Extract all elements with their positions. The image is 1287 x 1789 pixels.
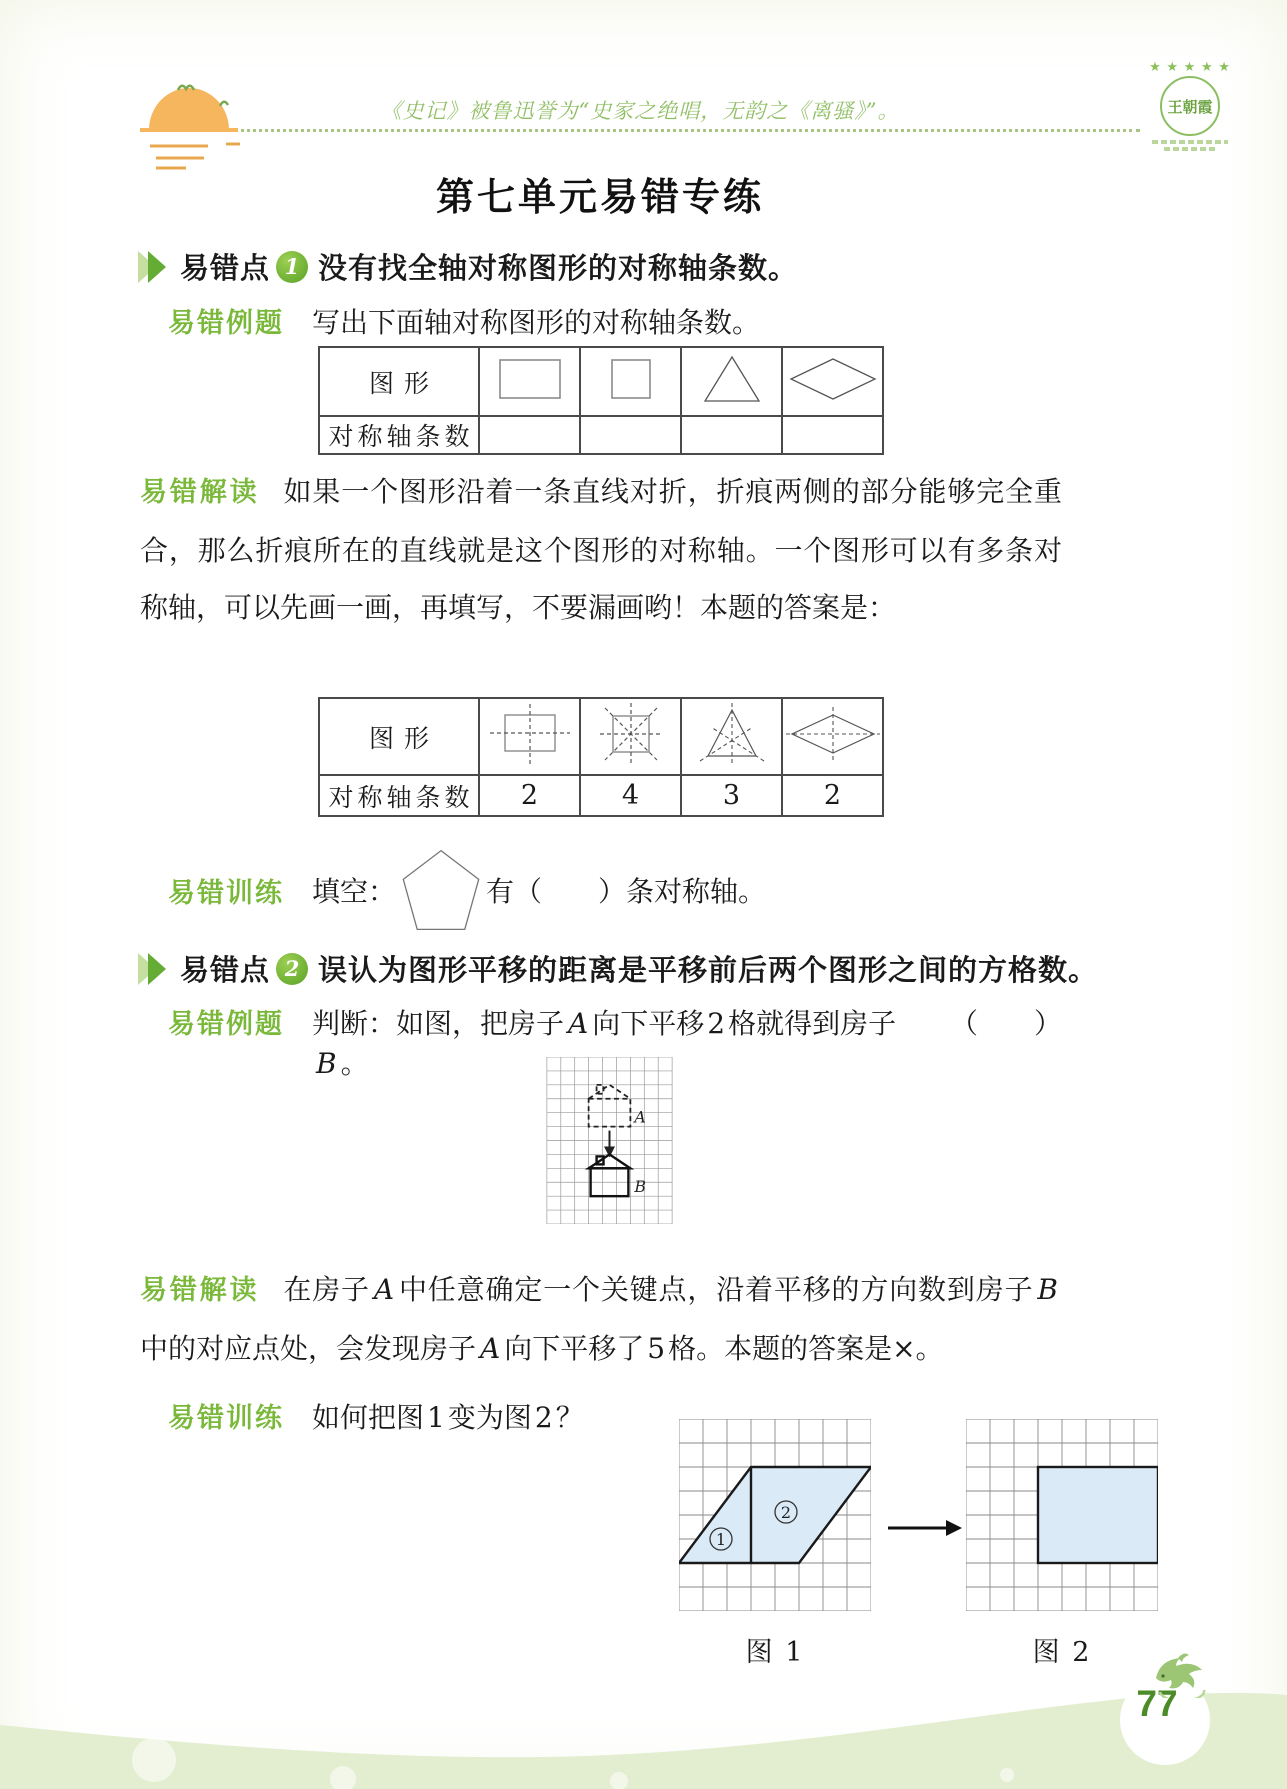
example-row-1 (168, 301, 760, 341)
answer-cell (782, 416, 883, 454)
answer-cell (580, 416, 681, 454)
example-text: 写出下面轴对称图形的对称轴条数。 (312, 306, 761, 339)
training-prefix: 填空： (312, 875, 397, 908)
training-text: 如何把图 1 变为图 2 ？ (312, 1401, 584, 1434)
svg-text:1: 1 (715, 1530, 727, 1549)
logo-stars: ★ ★ ★ ★ ★ (1149, 59, 1231, 74)
house-b-solid (589, 1154, 631, 1196)
house-translation-figure (545, 1057, 674, 1224)
example-label: 易错例题 (168, 1009, 284, 1039)
sunrise-icon (138, 80, 240, 172)
triangle-shape-icon (701, 353, 763, 405)
cell-rectangle-shape (479, 347, 580, 416)
table-row-answers (319, 775, 883, 816)
row-header-shape: 图形 (319, 698, 479, 775)
table-row-shapes (319, 347, 883, 416)
rhombus-shape-icon (787, 355, 879, 403)
rhombus-with-axes-icon (784, 705, 882, 763)
judgment-answer-blank: （ ） (949, 1007, 1062, 1040)
error-point-text: 没有找全轴对称图形的对称轴条数。 (318, 253, 799, 285)
pentagon-shape-icon (400, 846, 482, 934)
figure-1 (679, 1419, 871, 1669)
square-shape-icon (608, 356, 654, 402)
answer-cell: 2 (479, 775, 580, 816)
page-title: 第七单元易错专练 (435, 177, 764, 219)
bubble-decoration (1000, 1768, 1014, 1782)
table-row-answers (319, 416, 883, 454)
bubble-decoration (132, 1738, 176, 1782)
analysis-paragraph-2 (140, 1261, 1062, 1377)
training-row-2 (168, 1396, 584, 1436)
row-header-shape: 图形 (319, 347, 479, 416)
error-point-text: 误认为图形平移的距离是平移前后两个图形之间的方格数。 (318, 955, 1099, 987)
answer-cell (681, 416, 782, 454)
row-header-axes-count: 对称轴条数 (319, 416, 479, 454)
figure-2 (966, 1419, 1158, 1669)
analysis-paragraph-1 (140, 463, 1062, 637)
logo-ring (1160, 76, 1220, 136)
header-divider (150, 129, 1140, 132)
rectangle-shape-icon (497, 356, 563, 402)
right-arrow-icon (886, 1516, 962, 1540)
triangle-with-axes-icon (693, 701, 771, 767)
example-label: 易错例题 (168, 308, 284, 338)
analysis-label: 易错解读 (140, 1275, 260, 1305)
bottom-wave-decoration (0, 1669, 1287, 1789)
logo-ribbon-2 (1164, 147, 1216, 151)
logo-ribbon (1152, 140, 1228, 144)
error-point-label: 易错点 (180, 253, 271, 285)
square-with-axes-icon (596, 699, 666, 769)
house-a-label: A (634, 1107, 646, 1127)
rectangle-result-shape (1038, 1467, 1158, 1563)
cell-rhombus-shape (782, 347, 883, 416)
answer-cell: 2 (782, 775, 883, 816)
training-row-1 (168, 838, 766, 942)
logo-title: 王朝霞 (1167, 97, 1213, 116)
house-b-label: B (634, 1177, 647, 1197)
cell-triangle-shape (681, 347, 782, 416)
row-header-axes-count: 对称轴条数 (319, 775, 479, 816)
double-chevron-icon (136, 250, 172, 284)
example-text: 判断：如图，把房子 A 向下平移 2 格就得到房子B 。 (312, 1007, 897, 1080)
double-chevron-icon (136, 952, 172, 986)
error-point-number-badge: 2 (276, 953, 308, 985)
table-row-shapes (319, 698, 883, 775)
training-label: 易错训练 (168, 1403, 284, 1433)
training-label: 易错训练 (168, 877, 284, 908)
rectangle-grid-figure (966, 1419, 1158, 1611)
error-point-label: 易错点 (180, 955, 271, 987)
figure-1-caption: 图 1 (745, 1637, 805, 1668)
answer-cell (479, 416, 580, 454)
training-suffix: 有（ ）条对称轴。 (486, 875, 767, 908)
cell-triangle-with-axes (681, 698, 782, 775)
cell-rectangle-with-axes (479, 698, 580, 775)
cell-square-shape (580, 347, 681, 416)
dolphin-icon (1150, 1650, 1210, 1698)
house-a-dashed (589, 1085, 631, 1127)
analysis-text: 在房子 A 中任意确定一个关键点，沿着平移的方向数到房子 B中的对应点处，会发现房子 A 向下平移了 5 格。本题的答案是×。 (140, 1273, 1058, 1365)
error-point-1 (136, 246, 1076, 287)
answer-cell: 3 (681, 775, 782, 816)
page-number: 77 (1136, 1683, 1178, 1724)
publisher-logo (1138, 60, 1242, 151)
rectangle-with-axes-icon (486, 701, 574, 767)
error-point-number-badge: 1 (276, 251, 308, 283)
parallelogram-grid-figure (679, 1419, 871, 1611)
cell-square-with-axes (580, 698, 681, 775)
cell-rhombus-with-axes (782, 698, 883, 775)
error-point-2 (136, 948, 1146, 989)
analysis-text: 如果一个图形沿着一条直线对折，折痕两侧的部分能够完全重合，那么折痕所在的直线就是这个图形的对称轴。一个图形可以有多条对称轴，可以先画一画，再填写，不要漏画哟！本题的答案是： (140, 475, 1062, 624)
header-quote: 《史记》被鲁迅誉为“史家之绝唱，无韵之《离骚》”。 (380, 99, 900, 123)
symmetry-table-blank (318, 346, 884, 455)
bubble-decoration (610, 1772, 628, 1789)
figure-2-caption: 图 2 (1032, 1637, 1092, 1668)
answer-cell: 4 (580, 775, 681, 816)
svg-text:2: 2 (780, 1503, 792, 1522)
symmetry-table-answered (318, 697, 884, 817)
analysis-label: 易错解读 (140, 477, 260, 507)
bubble-decoration (330, 1766, 356, 1789)
